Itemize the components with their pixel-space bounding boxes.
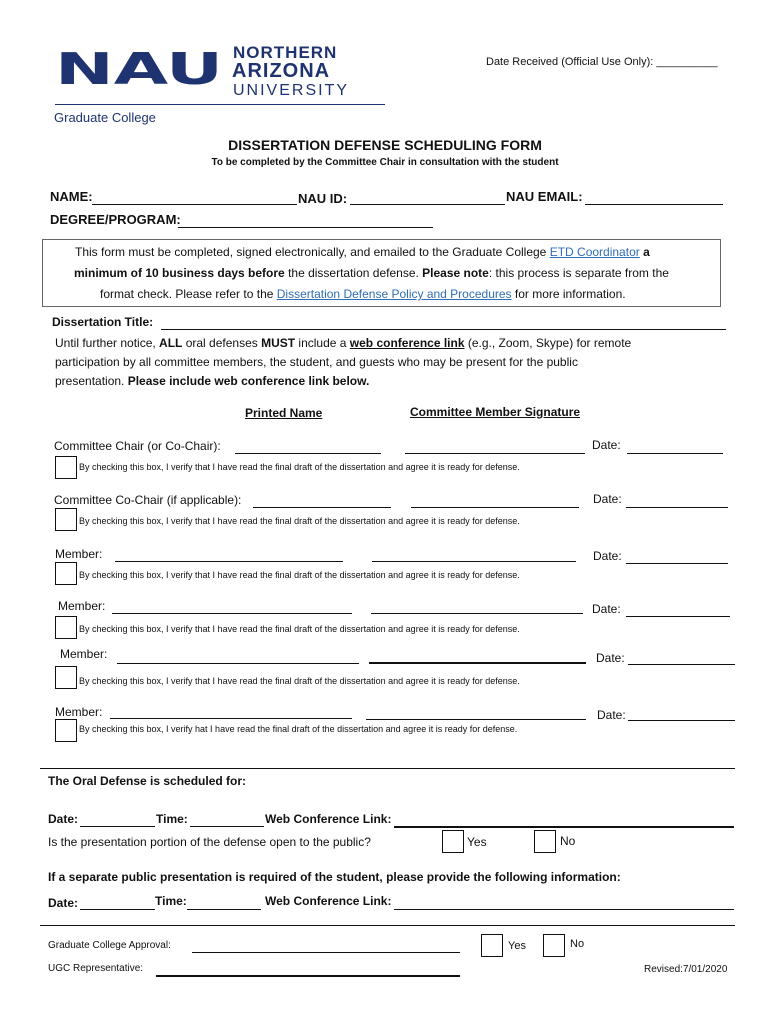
- instr-text: Please include web conference link below.: [127, 374, 370, 388]
- notice-text: for more information.: [511, 287, 626, 301]
- committee-label: Member:: [55, 705, 103, 719]
- signature-field[interactable]: [372, 547, 576, 562]
- sep-time-field[interactable]: [187, 895, 261, 910]
- notice-text: the dissertation defense.: [284, 266, 423, 280]
- oral-time-label: Time:: [156, 812, 188, 826]
- date-field[interactable]: [626, 493, 728, 508]
- verify-checkbox[interactable]: [55, 666, 77, 689]
- approval-label: Graduate College Approval:: [48, 940, 171, 951]
- verify-checkbox[interactable]: [55, 616, 77, 639]
- verify-text: By checking this box, I verify hat I have read the final draft of the dissertation and agree it is ready for defense.: [79, 724, 518, 734]
- instr-text: (e.g., Zoom, Skype) for remote: [464, 336, 632, 350]
- instr-text: presentation.: [55, 374, 128, 388]
- instr-text: oral defenses: [182, 336, 262, 350]
- oral-defense-heading: The Oral Defense is scheduled for:: [48, 774, 247, 788]
- name-label: NAME:: [50, 189, 93, 204]
- printed-name-header: Printed Name: [245, 406, 323, 420]
- oral-web-field[interactable]: [394, 812, 734, 828]
- notice-line2: [74, 266, 669, 280]
- date-label: Date:: [596, 651, 625, 665]
- notice-line1: [75, 245, 650, 259]
- oral-date-label: Date:: [48, 812, 79, 826]
- signature-field[interactable]: [371, 599, 583, 614]
- sep-web-label: Web Conference Link:: [265, 894, 392, 908]
- instructions-line1: [55, 336, 631, 350]
- verify-checkbox[interactable]: [55, 719, 77, 742]
- oral-date-field[interactable]: [80, 812, 155, 827]
- verify-text: By checking this box, I verify that I have read the final draft of the dissertation and agree it is ready for defense.: [79, 516, 520, 526]
- etd-coordinator-link[interactable]: ETD Coordinator: [549, 245, 640, 259]
- approval-field[interactable]: [192, 938, 460, 953]
- nau-email-label: NAU EMAIL:: [506, 189, 583, 204]
- notice-text: This form must be completed, signed electronically, and emailed to the Graduate College: [75, 245, 550, 259]
- dissertation-title-field[interactable]: [161, 315, 726, 330]
- nau-email-field[interactable]: [585, 190, 723, 205]
- nau-id-field[interactable]: [350, 190, 505, 205]
- form-title: DISSERTATION DEFENSE SCHEDULING FORM: [228, 137, 542, 153]
- signature-field[interactable]: [369, 648, 586, 664]
- signature-field[interactable]: [405, 439, 585, 454]
- logo-line2: ARIZONA: [232, 60, 331, 82]
- instructions-line2: participation by all committee members, the student, and guests who may be present for the public: [55, 355, 578, 369]
- logo-underline: [55, 104, 385, 105]
- verify-checkbox[interactable]: [55, 456, 77, 479]
- name-field[interactable]: [92, 190, 297, 205]
- logo-line1: NORTHERN: [233, 43, 338, 62]
- verify-text: By checking this box, I verify that I have read the final draft of the dissertation and agree it is ready for defense.: [79, 462, 520, 472]
- instr-text: Until further notice,: [55, 336, 160, 350]
- date-field[interactable]: [626, 549, 728, 564]
- public-yes-label: Yes: [467, 835, 487, 849]
- date-field[interactable]: [627, 439, 723, 454]
- degree-label: DEGREE/PROGRAM:: [50, 212, 181, 227]
- public-yes-checkbox[interactable]: [442, 830, 464, 853]
- date-label: Date:: [593, 492, 622, 506]
- printed-name-field[interactable]: [253, 493, 391, 508]
- date-label: Date:: [592, 602, 621, 616]
- defense-policy-link[interactable]: Dissertation Defense Policy and Procedures: [276, 287, 512, 301]
- verify-text: By checking this box, I verify that I have read the final draft of the dissertation and agree it is ready for defense.: [79, 624, 520, 634]
- dissertation-title-label: Dissertation Title:: [52, 315, 154, 329]
- public-no-label: No: [560, 834, 576, 848]
- sep-time-label: Time:: [155, 894, 187, 908]
- date-label: Date:: [592, 438, 621, 452]
- committee-label: Member:: [60, 647, 108, 661]
- verify-checkbox[interactable]: [55, 508, 77, 531]
- oral-web-label: Web Conference Link:: [265, 812, 392, 826]
- date-field[interactable]: [626, 602, 730, 617]
- date-label: Date:: [593, 549, 622, 563]
- notice-text: format check. Please refer to the: [100, 287, 277, 301]
- notice-text: minimum of 10 business days before: [74, 266, 285, 280]
- signature-field[interactable]: [411, 493, 579, 508]
- date-field[interactable]: [628, 706, 735, 721]
- instructions-line3: [55, 374, 369, 388]
- sep-web-field[interactable]: [394, 895, 734, 910]
- public-question: Is the presentation portion of the defense open to the public?: [48, 835, 371, 849]
- sep-date-label: Date:: [48, 896, 79, 910]
- logo-letters: NAU: [55, 44, 223, 95]
- signature-field[interactable]: [366, 705, 586, 720]
- printed-name-field[interactable]: [115, 547, 343, 562]
- committee-label: Member:: [58, 599, 106, 613]
- public-no-checkbox[interactable]: [534, 830, 556, 853]
- oral-time-field[interactable]: [190, 812, 264, 827]
- approval-yes-checkbox[interactable]: [481, 934, 503, 957]
- graduate-college-label: Graduate College: [54, 110, 156, 125]
- ugc-label: UGC Representative:: [48, 963, 144, 974]
- printed-name-field[interactable]: [117, 649, 359, 664]
- printed-name-field[interactable]: [112, 599, 352, 614]
- nau-id-label: NAU ID:: [298, 191, 348, 206]
- verify-checkbox[interactable]: [55, 562, 77, 585]
- committee-label: Committee Chair (or Co-Chair):: [54, 439, 221, 453]
- section-divider: [40, 768, 735, 769]
- notice-text: : this process is separate from the: [488, 266, 669, 280]
- separate-presentation-question: If a separate public presentation is required of the student, please provide the following information:: [48, 870, 621, 884]
- approval-no-label: No: [570, 938, 585, 950]
- notice-text: a: [639, 245, 650, 259]
- approval-no-checkbox[interactable]: [543, 934, 565, 957]
- date-label: Date:: [597, 708, 626, 722]
- section-divider: [40, 925, 735, 926]
- date-field[interactable]: [628, 650, 735, 665]
- printed-name-field[interactable]: [110, 704, 352, 719]
- date-received: Date Received (Official Use Only): __________: [486, 56, 718, 68]
- logo-line3: UNIVERSITY: [233, 82, 350, 99]
- approval-yes-label: Yes: [508, 940, 526, 952]
- instr-text: include a: [295, 336, 350, 350]
- committee-label: Committee Co-Chair (if applicable):: [54, 493, 242, 507]
- committee-label: Member:: [55, 547, 103, 561]
- ugc-field[interactable]: [156, 961, 460, 977]
- signature-header: Committee Member Signature: [410, 405, 581, 419]
- notice-line3: [100, 287, 626, 301]
- sep-date-field[interactable]: [80, 895, 155, 910]
- instr-text: ALL: [159, 336, 183, 350]
- instr-text: MUST: [261, 336, 296, 350]
- instr-text: web conference link: [349, 336, 465, 350]
- degree-field[interactable]: [178, 213, 433, 228]
- verify-text: By checking this box, I verify that I have read the final draft of the dissertation and agree it is ready for defense.: [79, 676, 520, 686]
- form-subtitle: To be completed by the Committee Chair in consultation with the student: [211, 157, 559, 168]
- revised-date: Revised:7/01/2020: [644, 964, 728, 975]
- verify-text: By checking this box, I verify that I have read the final draft of the dissertation and agree it is ready for defense.: [79, 570, 520, 580]
- printed-name-field[interactable]: [235, 439, 381, 454]
- notice-text: Please note: [422, 266, 489, 280]
